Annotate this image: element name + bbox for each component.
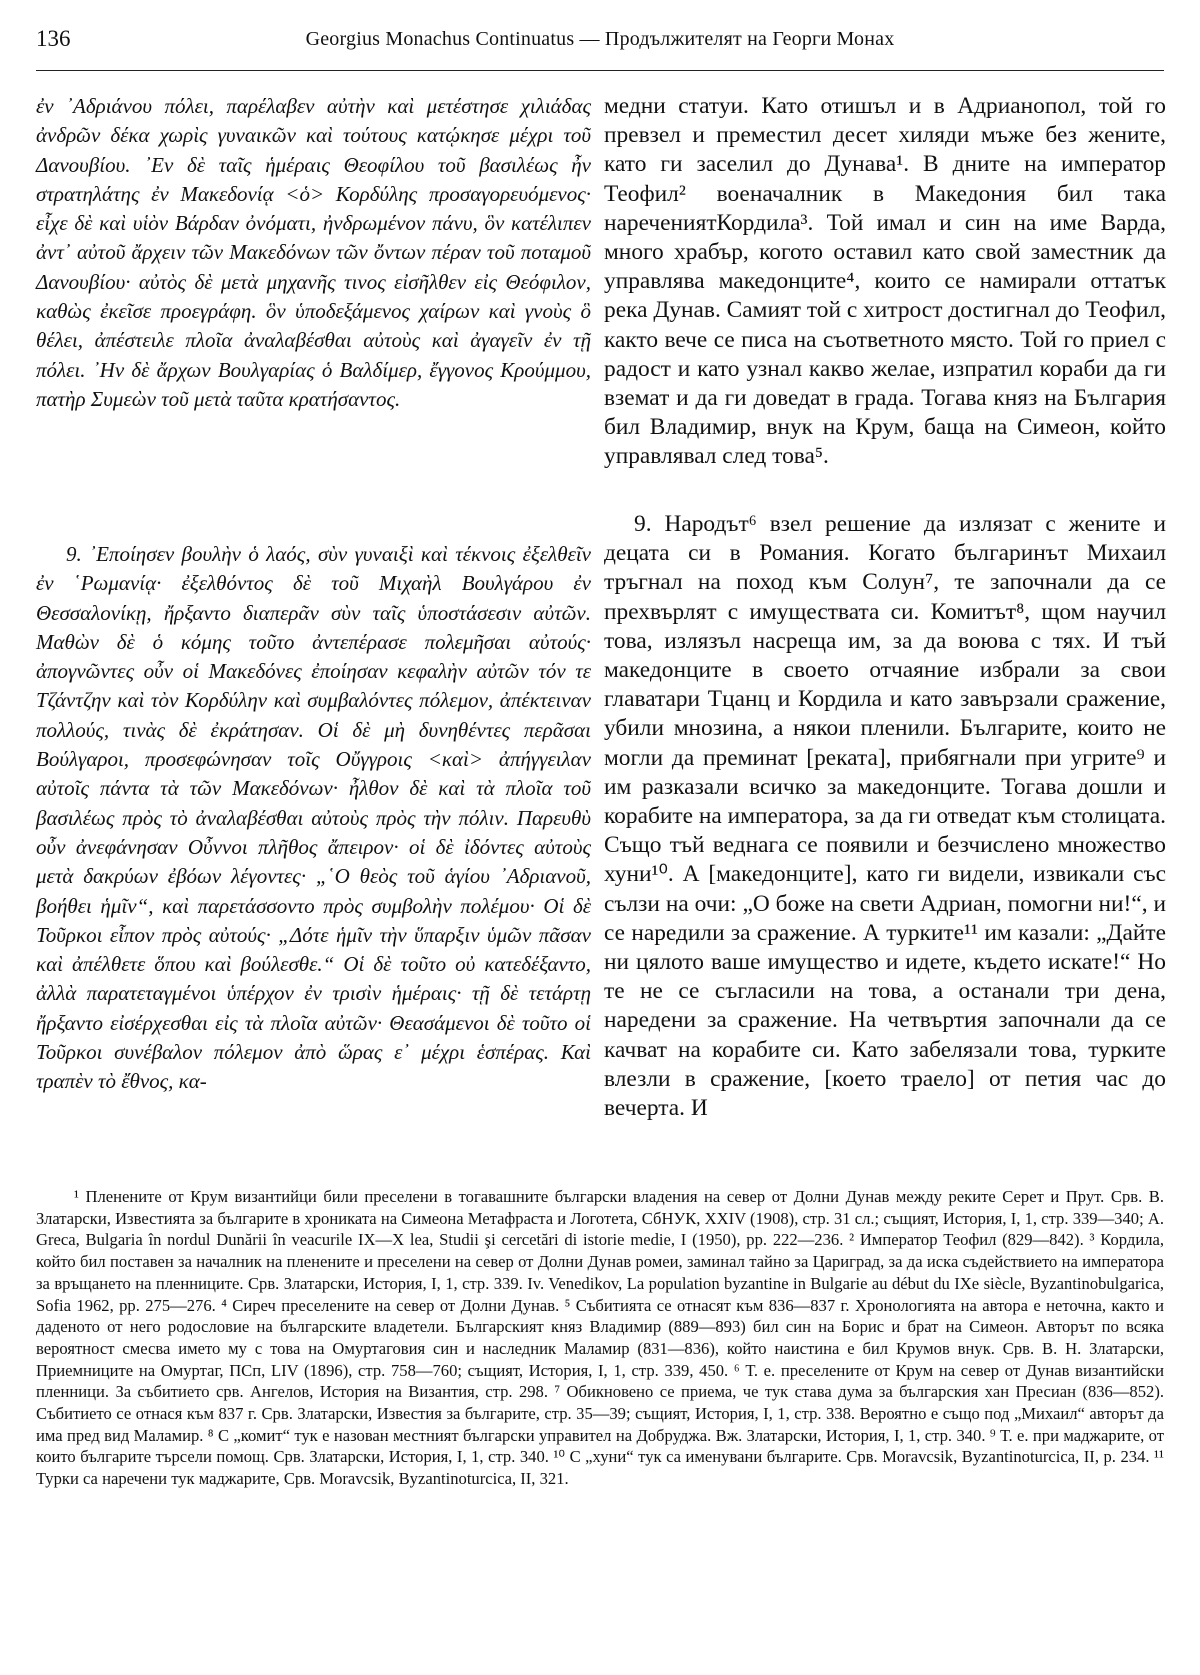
bulgarian-text-column-part-1	[604, 92, 1166, 472]
bulgarian-paragraph-1: медни статуи. Като отишъл и в Адрианопол, той го превзел и преместил десет хиляди мъже без жените, като ги заселил до Дунава¹. В дните на император Теофил² военачалник в Македония бил така наречениятКордила³. Той имал и син на име Варда, много храбър, когото оставил като свой заместник да управлява македонците⁴, които се намирали оттатък река Дунав. Самият той с хитрост достигнал до Теофил, както вече се писа на съответното място. Той го приел с радост и като узнал какво желае, изпратил кораби да ги вземат и да ги доведат в града. Тогава княз на България бил Владимир, внук на Крум, баща на Симеон, който управлявал след това⁵.	[604, 93, 1166, 470]
header-rule	[36, 70, 1164, 71]
greek-text-column-part-1	[36, 92, 591, 414]
bulgarian-text-column-part-2	[604, 510, 1166, 1123]
footnotes	[36, 1186, 1164, 1490]
bulgarian-paragraph-9: 9. Народът⁶ взел решение да излязат с жените и децата си в Романия. Когато българинът Михаил тръгнал на поход към Солун⁷, те започнали да се прехвърлят с имуществата си. Комитът⁸, щом научил това, излязъл насреща им, за да воюва с тях. И тъй македонците в своето отчаяние избрали за свои главатари Тцанц и Кордила и като завързали сражение, убили мнозина, а някои пленили. Българите, които не могли да преминат [реката], прибягнали при угрите⁹ и им разказали всичко за македонците. Тогава дошли и корабите на императора, за да ги отведат към столицата. Също тъй веднага се появили и безчислено множество хуни¹⁰. А [македонците], като ги видели, извикали със сълзи на очи: „О боже на свети Адриан, помогни ни!“, и се наредили за сражение. А турките¹¹ им казали: „Дайте ни цялото ваше имущество и идете, където искате!“ Но те не се съгласили на това, а останали три дена, наредени за сражение. На четвъртия започнали да се качват на корабите си. Като забелязали това, турките влезли в сражение, [което траело] от петия час до вечерта. И	[604, 511, 1166, 1122]
page-number: 136	[36, 26, 71, 51]
greek-paragraph-1: ἐν ᾿Αδριάνου πόλει, παρέλαβεν αὐτὴν καὶ μετέστησε χιλιάδας ἀνδρῶν δέκα χωρὶς γυναικῶν καὶ τούτους κατῴκησε μέχρι τοῦ Δανουβίου. ᾿Εν δὲ ταῖς ἡμέραις Θεοφίλου τοῦ βασιλέως ἦν στρατηλάτης ἐν Μακεδονίᾳ <ὁ> Κορδύλης προσαγορευόμενος· εἶχε δὲ καὶ υἱὸν Βάρδαν ὀνόματι, ἠνδρωμένον πάνυ, ὃν κατέλιπεν ἀντ᾿ αὐτοῦ ἄρχειν τῶν Μακεδόνων τῶν ὄντων πέραν τοῦ ποταμοῦ Δανουβίου· αὐτὸς δὲ μετὰ μηχανῆς τινος εἰσῆλθεν εἰς Θεόφιλον, καθὼς ἐκεῖσε προεγράφη. ὃν ὑποδεξάμενος χαίρων καὶ γνοὺς ὃ θέλει, ἀπέστειλε πλοῖα ἀναλαβέσθαι αὐτοὺς καὶ ἀγαγεῖν ἐν τῇ πόλει. ᾿Ην δὲ ἄρχων Βουλγαρίας ὁ Βαλδίμερ, ἔγγονος Κρούμμου, πατὴρ Συμεὼν τοῦ μετὰ ταῦτα κρατήσαντος.	[36, 94, 591, 411]
greek-paragraph-9: 9. ᾿Εποίησεν βουλὴν ὁ λαός, σὺν γυναιξὶ καὶ τέκνοις ἐξελθεῖν ἐν ῾Ρωμανίᾳ· ἐξελθόντος δὲ τοῦ Μιχαὴλ Βουλγάρου ἐν Θεσσαλονίκῃ, ἤρξαντο διαπερᾶν σὺν ταῖς ὑποστάσεσιν αὐτῶν. Μαθὼν δὲ ὁ κόμης τοῦτο ἀντεπέρασε πολεμῆσαι αὐτούς· ἀπογνῶντες οὖν οἱ Μακεδόνες ἐποίησαν κεφαλὴν αὐτῶν τόν τε Τζάντζην καὶ τὸν Κορδύλην καὶ συμβαλόντες πόλεμον, ἀπέκτειναν πολλούς, τινὰς δὲ ἐκράτησαν. Οἱ δὲ μὴ δυνηθέντες περᾶσαι Βούλγαροι, προσεφώνησαν τοῖς Οὔγγροις <καὶ> ἀπήγγειλαν αὐτοῖς πάντα τὰ τῶν Μακεδόνων· ἦλθον δὲ καὶ τὰ πλοῖα τοῦ βασιλέως πρὸς τὸ ἀναλαβέσθαι αὐτοὺς πρὸς τὴν πόλιν. Παρευθὺ οὖν ἀνεφάνησαν Οὖννοι πλῆθος ἄπειρον· οἱ δὲ ἰδόντες αὐτοὺς μετὰ δακρύων ἐβόων λέγοντες· „῾Ο θεὸς τοῦ ἁγίου ᾿Αδριανοῦ, βοήθει ἡμῖν“, καὶ παρετάσσοντο πρὸς συμβολὴν πολέμου· Οἱ δὲ Τοῦρκοι εἶπον πρὸς αὐτούς· „Δότε ἡμῖν τὴν ὕπαρξιν ὑμῶν πᾶσαν καὶ ἀπέλθετε ὅπου καὶ βούλεσθε.“ Οἱ δὲ τοῦτο οὐ κατεδέξαντο, ἀλλὰ παρατεταγμένοι ὑπέρχον ἐν τρισὶν ἡμέραις· τῇ δὲ τετάρτῃ ἤρξαντο εἰσέρχεσθαι εἰς τὰ πλοῖα αὐτῶν· Θεασάμενοι δὲ τοῦτο οἱ Τοῦρκοι συνέβαλον πόλεμον ἀπὸ ὥρας ε᾿ μέχρι ἑσπέρας. Καὶ τραπὲν τὸ ἔθνος, κα-	[36, 542, 591, 1094]
running-title: Georgius Monachus Continuatus — Продължителят на Георги Монах	[305, 28, 895, 50]
greek-text-column-part-2	[36, 540, 591, 1097]
footnotes-text: ¹ Пленените от Крум византийци били преселени в тогавашните български владения на север от Долни Дунав между реките Серет и Прут. Срв. В. Златарски, Известията за българите в хрониката на Симеона Метафраста и Логотета, СбНУК, XXIV (1908), стр. 31 сл.; същият, История, I, 1, стр. 339—340; A. Greca, Bulgaria în nordul Dunării în veacurile IX—X lea, Studii şi cercetări di istorie medie, I (1950), pp. 222—236. ² Император Теофил (829—842). ³ Кордила, който бил поставен за началник на пленените и преселени на север от Долни Дунав ромеи, заминал тайно за Цариград, за да иска съдействието на императора за връщането на пленниците. Срв. Златарски, История, I, 1, стр. 339. Iv. Venedikov, La population byzantine in Bulgarie au début du IXe siècle, Byzantinobulgarica, Sofia 1962, pp. 275—276. ⁴ Сиреч преселените на север от Долни Дунав. ⁵ Събитията се отнасят към 836—837 г. Хронологията на автора е неточна, както и даденото от него родословие на българските владетели. Българският княз Владимир (889—893) бил син на Борис и брат на Симеон. Авторът по всяка вероятност смесва името му с това на Омуртаговия син и наследник Маламир (831—836), който наистина е бил Крумов внук. Срв. В. Н. Златарски, Приемниците на Омуртаг, ПСп, LIV (1896), стр. 758—760; същият, История, I, 1, стр. 339, 450. ⁶ Т. е. преселените от Крум на север от Дунав византийски пленници. За събитието срв. Ангелов, История на Византия, стр. 298. ⁷ Обикновено се приема, че тук става дума за българския хан Пресиан (836—852). Събитието се отнася към 837 г. Срв. Златарски, Известия за българите, стр. 35—39; същият, История, I, 1, стр. 338. Вероятно е също под „Михаил“ авторът да има пред вид Маламир. ⁸ С „комит“ тук е назован местният български управител на Добруджа. Вж. Златарски, История, I, 1, стр. 340. ⁹ Т. е. при маджарите, от които българите търсели помощ. Срв. Златарски, История, I, 1, стр. 340. ¹⁰ С „хуни“ тук са именувани българите. Срв. Moravcsik, Byzantinoturcica, II, p. 234. ¹¹ Турки са наречени тук маджарите, Срв. Moravcsik, Byzantinoturcica, II, 321.	[36, 1187, 1164, 1489]
page-header	[36, 22, 1164, 62]
